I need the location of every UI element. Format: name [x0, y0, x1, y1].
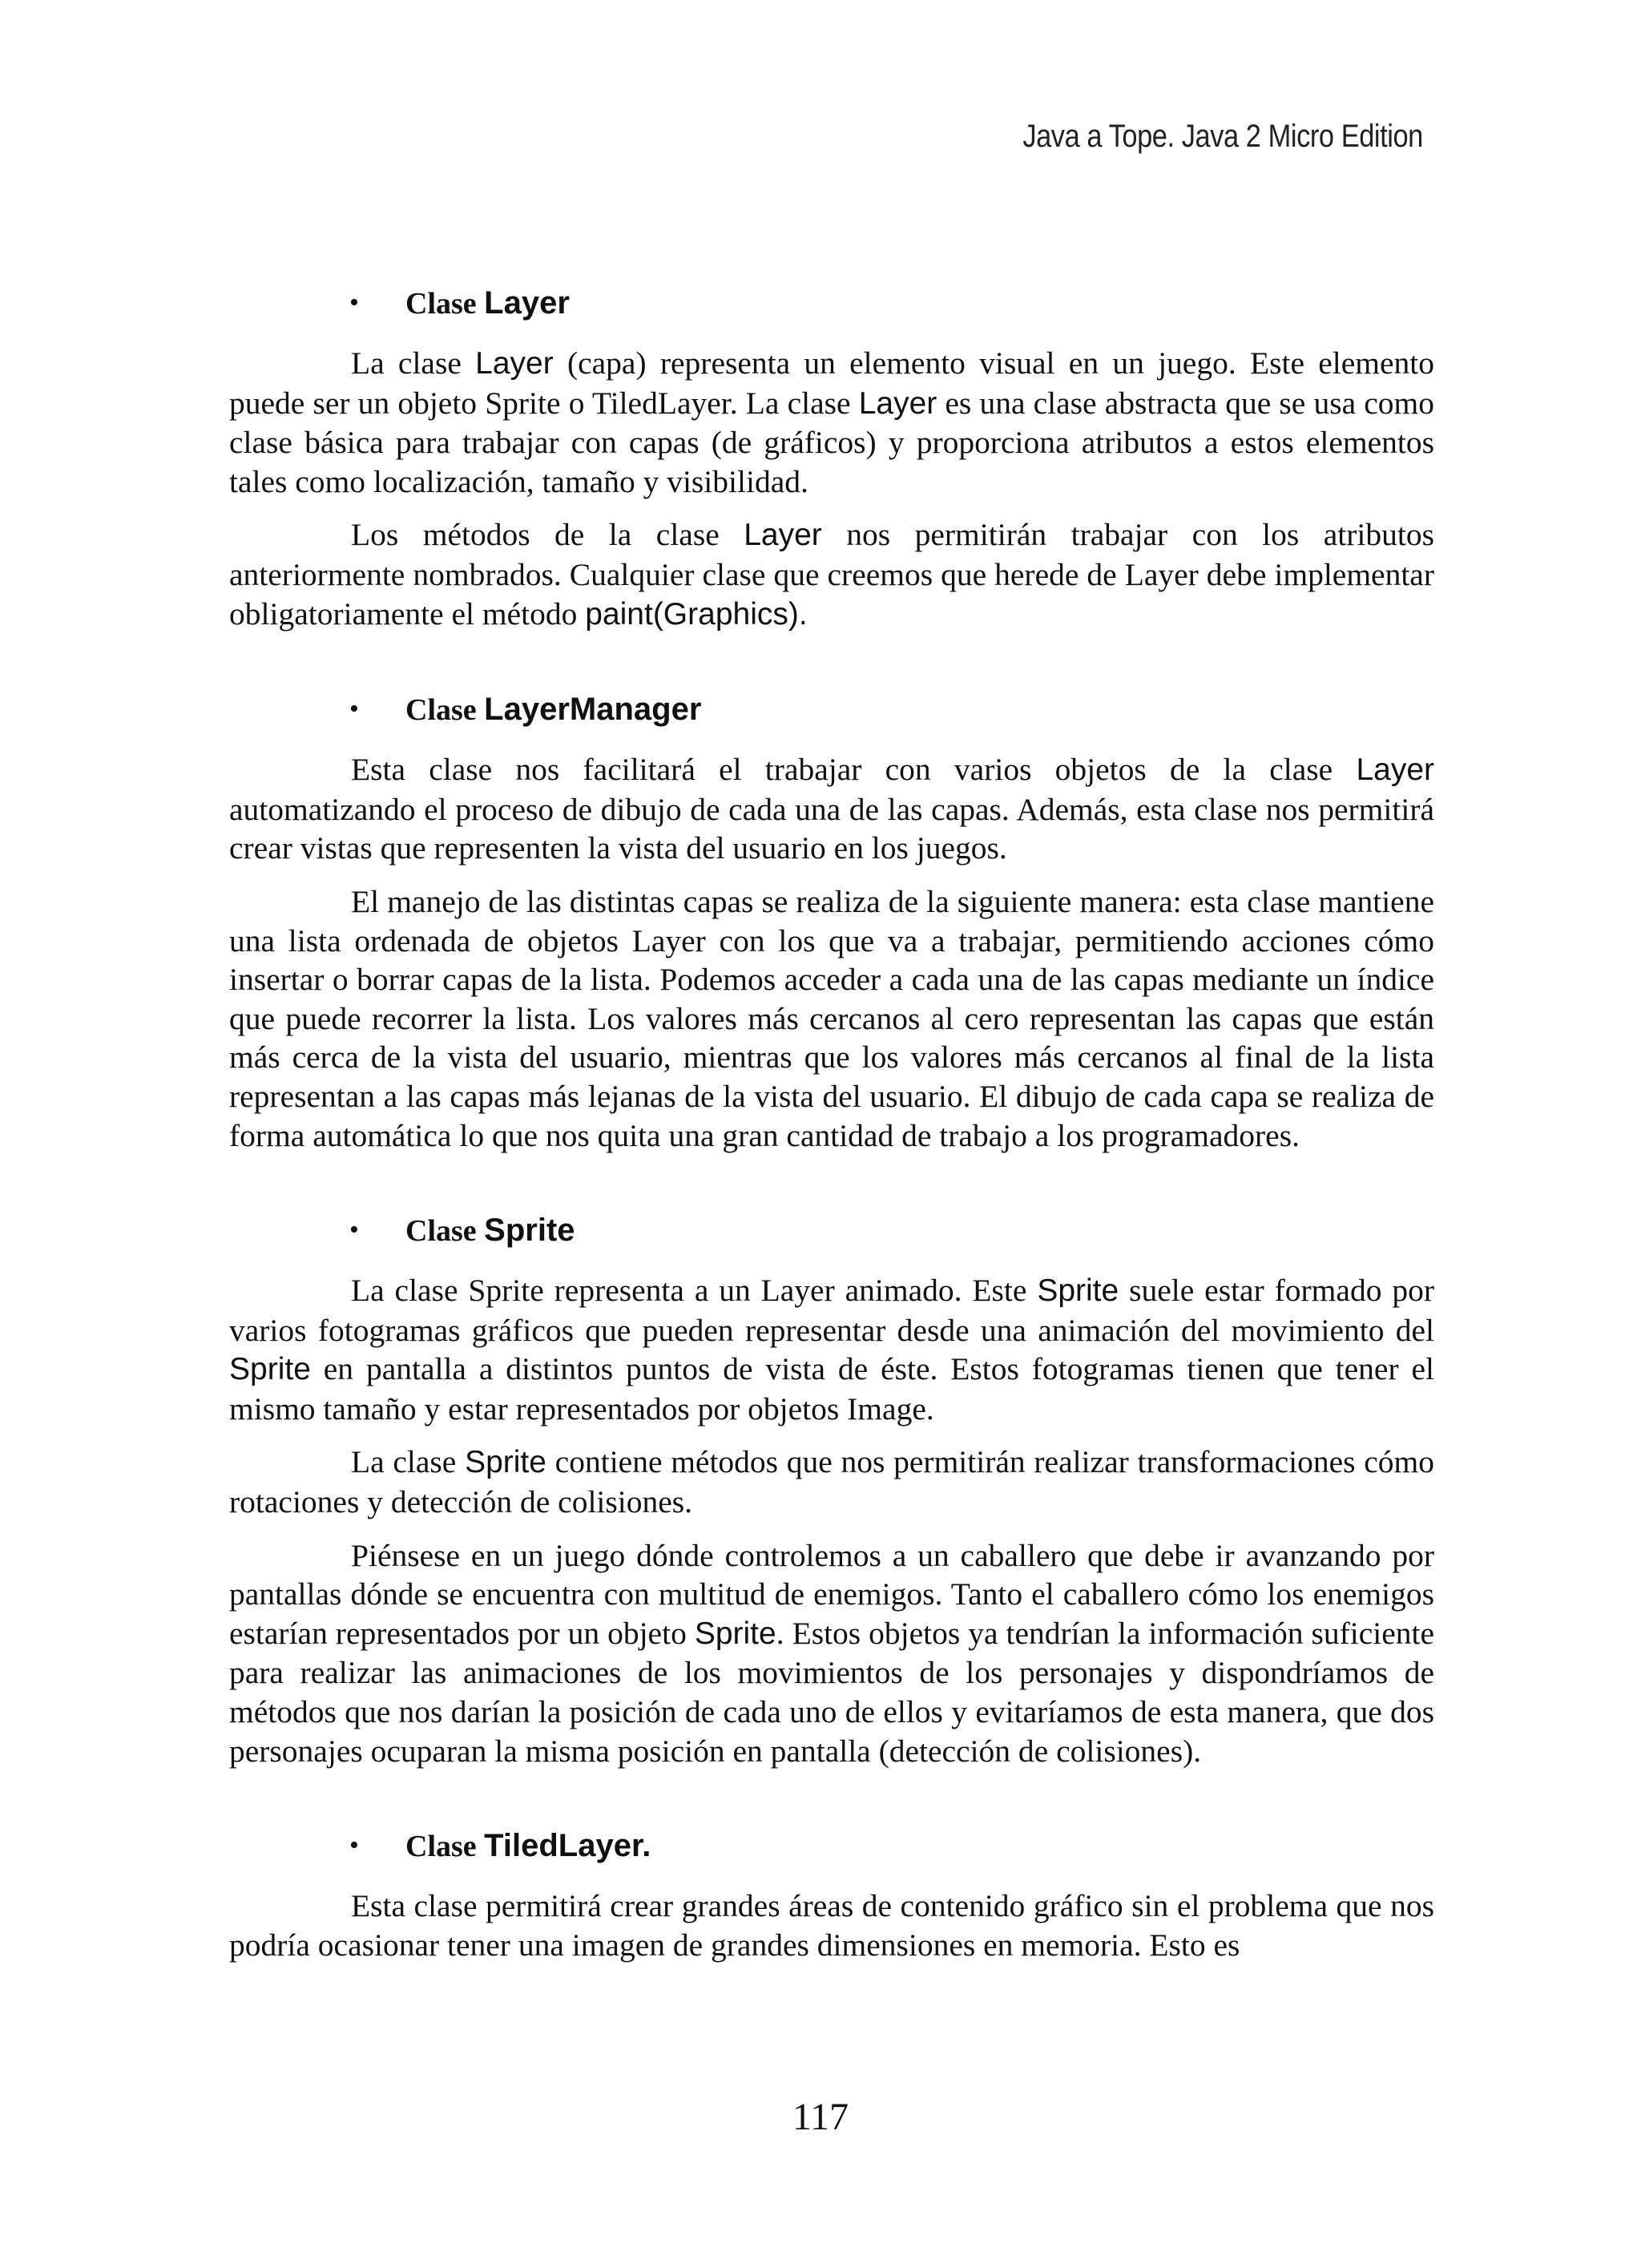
paragraph-text: Esta clase permitirá crear grandes áreas de contenido gráfico sin el problema que nos podría ocasionar tener una imagen de grandes dimensiones en memoria. Esto es: [229, 1888, 1434, 1963]
body-paragraph: [229, 515, 1434, 634]
section-gap: [229, 1785, 1434, 1822]
bullet-icon: •: [349, 1830, 359, 1861]
paragraph-text: La clase: [351, 1444, 466, 1480]
class-name-term: Sprite: [229, 1352, 311, 1387]
bullet-icon: •: [349, 288, 359, 317]
paragraph-text: suele estar formado por varios fotogramas gráficos que pueden representar desde una animación del movimiento del: [229, 1273, 1434, 1348]
section-heading: [229, 1206, 1434, 1255]
page-number: 117: [792, 2096, 849, 2138]
paragraph-text: Los métodos de la clase: [351, 517, 744, 553]
section-heading-keyword: Layer: [484, 285, 570, 321]
class-name-term: Layer: [475, 346, 554, 381]
paragraph-text: La clase Sprite representa a un Layer animado. Este: [351, 1273, 1038, 1309]
body-paragraph: [229, 1536, 1434, 1771]
body-paragraph: [229, 882, 1434, 1155]
paragraph-text: es una clase abstracta que se usa como clase básica para trabajar con capas (de gráficos) y proporciona atributos a estos elementos tales como localización, tamaño y visibilidad.: [229, 385, 1435, 499]
section-heading: [229, 1822, 1434, 1870]
section-gap: [229, 648, 1434, 685]
bullet-icon: •: [349, 1215, 359, 1245]
section-heading: [229, 685, 1434, 734]
paragraph-text: La clase: [351, 345, 476, 381]
class-name-term: paint(Graphics).: [585, 596, 808, 632]
class-name-term: Sprite: [694, 1616, 776, 1651]
paragraph-text: contiene métodos que nos permitirán realizar transformaciones cómo rotaciones y detección de colisiones.: [229, 1444, 1434, 1520]
bullet-icon: •: [349, 694, 359, 724]
section-heading-prefix: Clase: [405, 1214, 477, 1249]
body-paragraph: [229, 344, 1434, 501]
class-name-term: Layer: [858, 385, 937, 421]
section-heading: [229, 279, 1434, 328]
running-header: Java a Tope. Java 2 Micro Edition: [1022, 119, 1423, 154]
section-heading-keyword: Sprite: [484, 1213, 575, 1249]
section-gap: [229, 1169, 1434, 1206]
paragraph-text: (capa) representa un elemento visual en un juego. Este elemento puede ser un objeto Sprite o TiledLayer. La clase: [229, 345, 1434, 421]
paragraph-text: . Estos objetos ya tendrían la información suficiente para realizar las animaciones de los movimientos de los personajes y dispondríamos de métodos que nos darían la posición de cada uno de ellos y evitaríamos de esta manera, que dos personajes ocuparan la misma posición en pantalla (detección de colisiones).: [229, 1615, 1434, 1769]
class-name-term: Sprite: [1037, 1273, 1119, 1309]
section-heading-keyword: TiledLayer.: [484, 1828, 651, 1864]
paragraph-text: en pantalla a distintos puntos de vista de éste. Estos fotogramas tienen que tener el mismo tamaño y estar representados por objetos Image.: [229, 1351, 1434, 1427]
body-paragraph: [229, 1887, 1434, 1964]
section-heading-keyword: LayerManager: [484, 692, 702, 728]
paragraph-text: automatizando el proceso de dibujo de cada una de las capas. Además, esta clase nos permitirá crear vistas que representen la vista del usuario en los juegos.: [229, 791, 1434, 866]
class-name-term: Layer: [1356, 753, 1434, 788]
class-name-term: Sprite: [465, 1445, 546, 1480]
section-heading-prefix: Clase: [405, 287, 477, 321]
section-heading-prefix: Clase: [405, 1830, 477, 1864]
paragraph-text: Piénsese en un juego dónde controlemos a un caballero que debe ir avanzando por pantallas dónde se encuentra con multitud de enemigos. Tanto el caballero cómo los enemigos estarían representados por un objeto: [229, 1537, 1434, 1651]
paragraph-text: El manejo de las distintas capas se realiza de la siguiente manera: esta clase mantiene una lista ordenada de objetos Layer con los que va a trabajar, permitiendo acciones cómo insertar o borrar capas de la lista. Podemos acceder a cada una de las capas mediante un índice que puede recorrer la lista. Los valores más cercanos al cero representan las capas que están más cerca de la vista del usuario, mientras que los valores más cercanos al final de la lista representan a las capas más lejanas de la vista del usuario. El dibujo de cada capa se realiza de forma automática lo que nos quita una gran cantidad de trabajo a los programadores.: [229, 883, 1434, 1153]
body-paragraph: [229, 1271, 1434, 1428]
page-body: [229, 279, 1434, 1979]
body-paragraph: [229, 1443, 1434, 1521]
section-heading-prefix: Clase: [405, 693, 477, 728]
body-paragraph: [229, 750, 1434, 868]
class-name-term: Layer: [744, 518, 822, 553]
paragraph-text: Esta clase nos facilitará el trabajar con varios objetos de la clase: [351, 752, 1357, 788]
paragraph-text: nos permitirán trabajar con los atributos anteriormente nombrados. Cualquier clase que creemos que herede de Layer debe implementar obligatoriamente el método: [229, 517, 1434, 632]
